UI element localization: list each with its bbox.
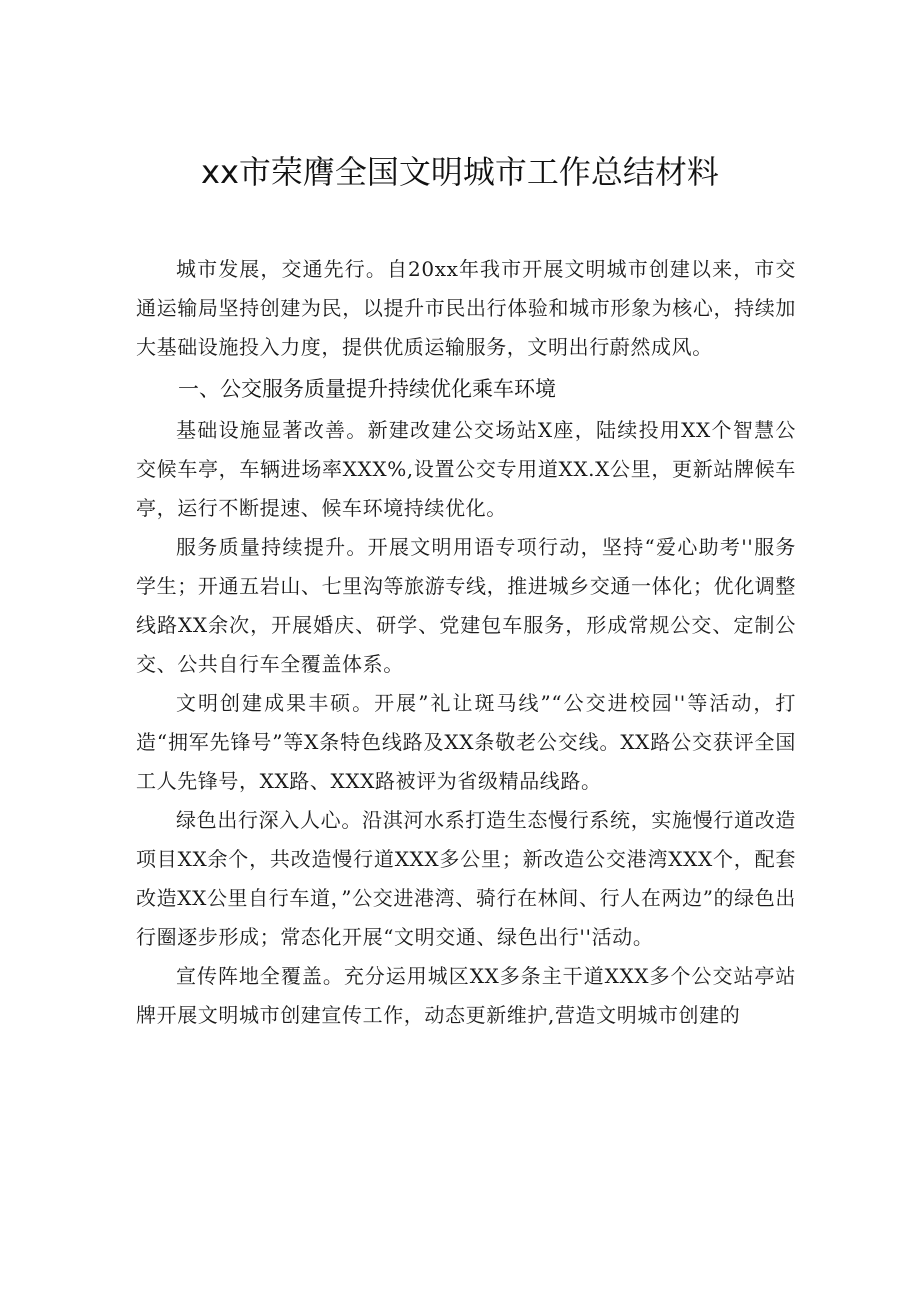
paragraph-publicity: 宣传阵地全覆盖。充分运用城区XX多条主干道XXX多个公交站亭站牌开展文明城市创建宣传工作，动态更新维护,营造文明城市创建的: [136, 964, 796, 1027]
section-heading-1: 一、公交服务质量提升持续优化乘车环境: [178, 377, 556, 401]
document-title: xx市荣膺全国文明城市工作总结材料: [201, 153, 719, 191]
intro-paragraph: 城市发展，交通先行。自20xx年我市开展文明城市创建以来，市交通运输局坚持创建为民，以提升市民出行体验和城市形象为核心，持续加大基础设施投入力度，提供优质运输服务，文明出行蔚然成风。: [136, 257, 796, 359]
document-body: [136, 250, 796, 1035]
paragraph-infrastructure: 基础设施显著改善。新建改建公交场站X座，陆续投用XX个智慧公交候车亭，车辆进场率XXX%,设置公交专用道XX.X公里，更新站牌候车亭，运行不断提速、候车环境持续优化。: [136, 418, 796, 520]
paragraph-service-quality: 服务质量持续提升。开展文明用语专项行动，坚持“爱心助考''服务学生；开通五岩山、七里沟等旅游专线，推进城乡交通一体化；优化调整线路XX余次，开展婚庆、研学、党建包车服务，形成常规公交、定制公交、公共自行车全覆盖体系。: [136, 535, 796, 676]
paragraph-civilization-results: 文明创建成果丰硕。开展”礼让斑马线”“公交进校园''等活动，打造“拥军先锋号”等X条特色线路及XX条敬老公交线。XX路公交获评全国工人先锋号，XX路、XXX路被评为省级精品线路。: [136, 691, 796, 793]
paragraph-green-travel: 绿色出行深入人心。沿淇河水系打造生态慢行系统，实施慢行道改造项目XX余个，共改造慢行道XXX多公里；新改造公交港湾XXX个，配套改造XX公里自行车道，”公交进港湾、骑行在林间、行人在两边”的绿色出行圈逐步形成；常态化开展“文明交通、绿色出行''活动。: [136, 808, 796, 949]
